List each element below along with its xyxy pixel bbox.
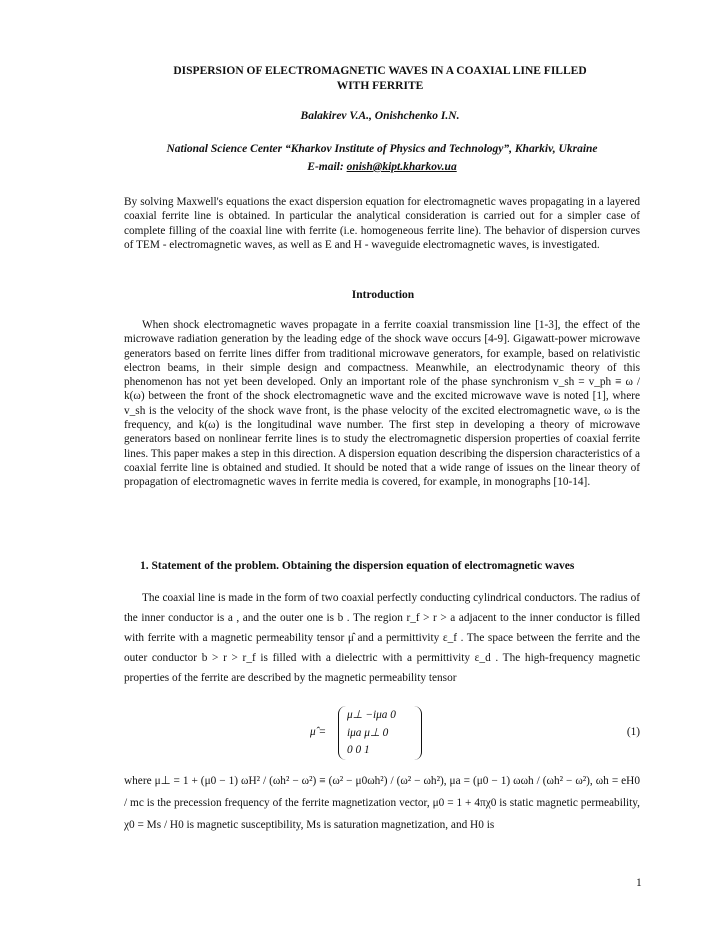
- intro-heading: Introduction: [351, 289, 415, 301]
- title-line-1: DISPERSION OF ELECTROMAGNETIC WAVES IN A COAXIAL LINE FILLED: [173, 65, 587, 77]
- paper-title: [130, 64, 630, 93]
- email-line: [0, 158, 720, 176]
- matrix-row-3: 0 0 1: [347, 744, 370, 756]
- intro-section: [124, 318, 640, 490]
- matrix-row-1: μ⊥ −iμa 0: [347, 709, 396, 721]
- where-clause: where μ⊥ = 1 + (μ0 − 1) ωH² / (ωh² − ω²) ≡ (ω² − μ0ωh²) / (ω² − ωh²), μa = (μ0 − 1) ωωh / (ωh² − ω²), ωh = eH0 / mc is the precession frequency of the ferrite magnetization vector, μ0 = 1 + 4πχ0 is static magnetic permeability, χ0 = Ms / H0 is magnetic susceptibility, Ms is saturation magnetization, and H0 is: [124, 775, 640, 831]
- equation-1: [310, 706, 640, 762]
- permeability-matrix: [338, 706, 422, 760]
- email-label: E-mail:: [307, 161, 344, 173]
- title-line-2: WITH FERRITE: [336, 79, 424, 92]
- matrix-row-2: iμa μ⊥ 0: [347, 727, 389, 739]
- affiliation-block: [0, 140, 720, 176]
- equation-lhs: μ̂ =: [310, 726, 327, 738]
- affiliation: National Science Center “Kharkov Institute of Physics and Technology”, Kharkiv, Ukraine: [166, 143, 598, 155]
- abstract: By solving Maxwell's equations the exact dispersion equation for electromagnetic waves propagating in a layered coaxial ferrite line is obtained. In particular the analytical consideration is carried out for a simpler case of complete filling of the coaxial line with ferrite (i.e. homogeneous ferrite line). The behavior of dispersion curves of TEM - electromagnetic waves, as well as E and H - waveguide electromagnetic waves, is investigated.: [124, 196, 640, 251]
- section-1-body: [124, 588, 640, 688]
- authors: Balakirev V.A., Onishchenko I.N.: [300, 110, 460, 122]
- section-1-heading: 1. Statement of the problem. Obtaining the dispersion equation of electromagnetic waves: [140, 560, 575, 572]
- intro-paragraph: When shock electromagnetic waves propagate in a ferrite coaxial transmission line [1-3], the effect of the microwave radiation generation by the leading edge of the shock wave occurs [4-9]. Gigawatt-power microwave generators based on ferrite lines differ from traditional microwave generators, for example, based on relativistic electron beams, in their simple design and compactness. Meanwhile, an electrodynamic theory of this phenomenon has not yet been developed. Only an important role of the phase synchronism v_sh = v_ph ≡ ω / k(ω) between the front of the shock electromagnetic wave and the excited microwave wave is noted [1], where v_sh is the velocity of the shock wave front, is the phase velocity of the excited electromagnetic wave, ω is the frequency, and k(ω) is the longitudinal wave number. The first step in developing a theory of microwave generators based on nonlinear ferrite lines is to study the electromagnetic dispersion properties of coaxial ferrite lines. This paper makes a step in this direction. A dispersion equation describing the dispersion characteristics of a coaxial ferrite line is obtained and studied. It should be noted that a wide range of issues on the linear theory of propagation of electromagnetic waves in ferrite media is covered, for example, in monographs [10-14].: [124, 319, 640, 489]
- equation-number: (1): [626, 726, 640, 738]
- email-link[interactable]: onish@kipt.kharkov.ua: [346, 161, 457, 173]
- section-1-paragraph: The coaxial line is made in the form of two coaxial perfectly conducting cylindrical conductors. The radius of the inner conductor is a , and the outer one is b . The region r_f > r > a adjacent to the inner conductor is filled with ferrite with a magnetic permeability tensor μ̂ and a permittivity ε_f . The space between the ferrite and the outer conductor b > r > r_f is filled with a dielectric with a permittivity ε_d . The high-frequency magnetic properties of the ferrite are described by the magnetic permeability tensor: [124, 592, 640, 684]
- page-number: 1: [636, 877, 642, 889]
